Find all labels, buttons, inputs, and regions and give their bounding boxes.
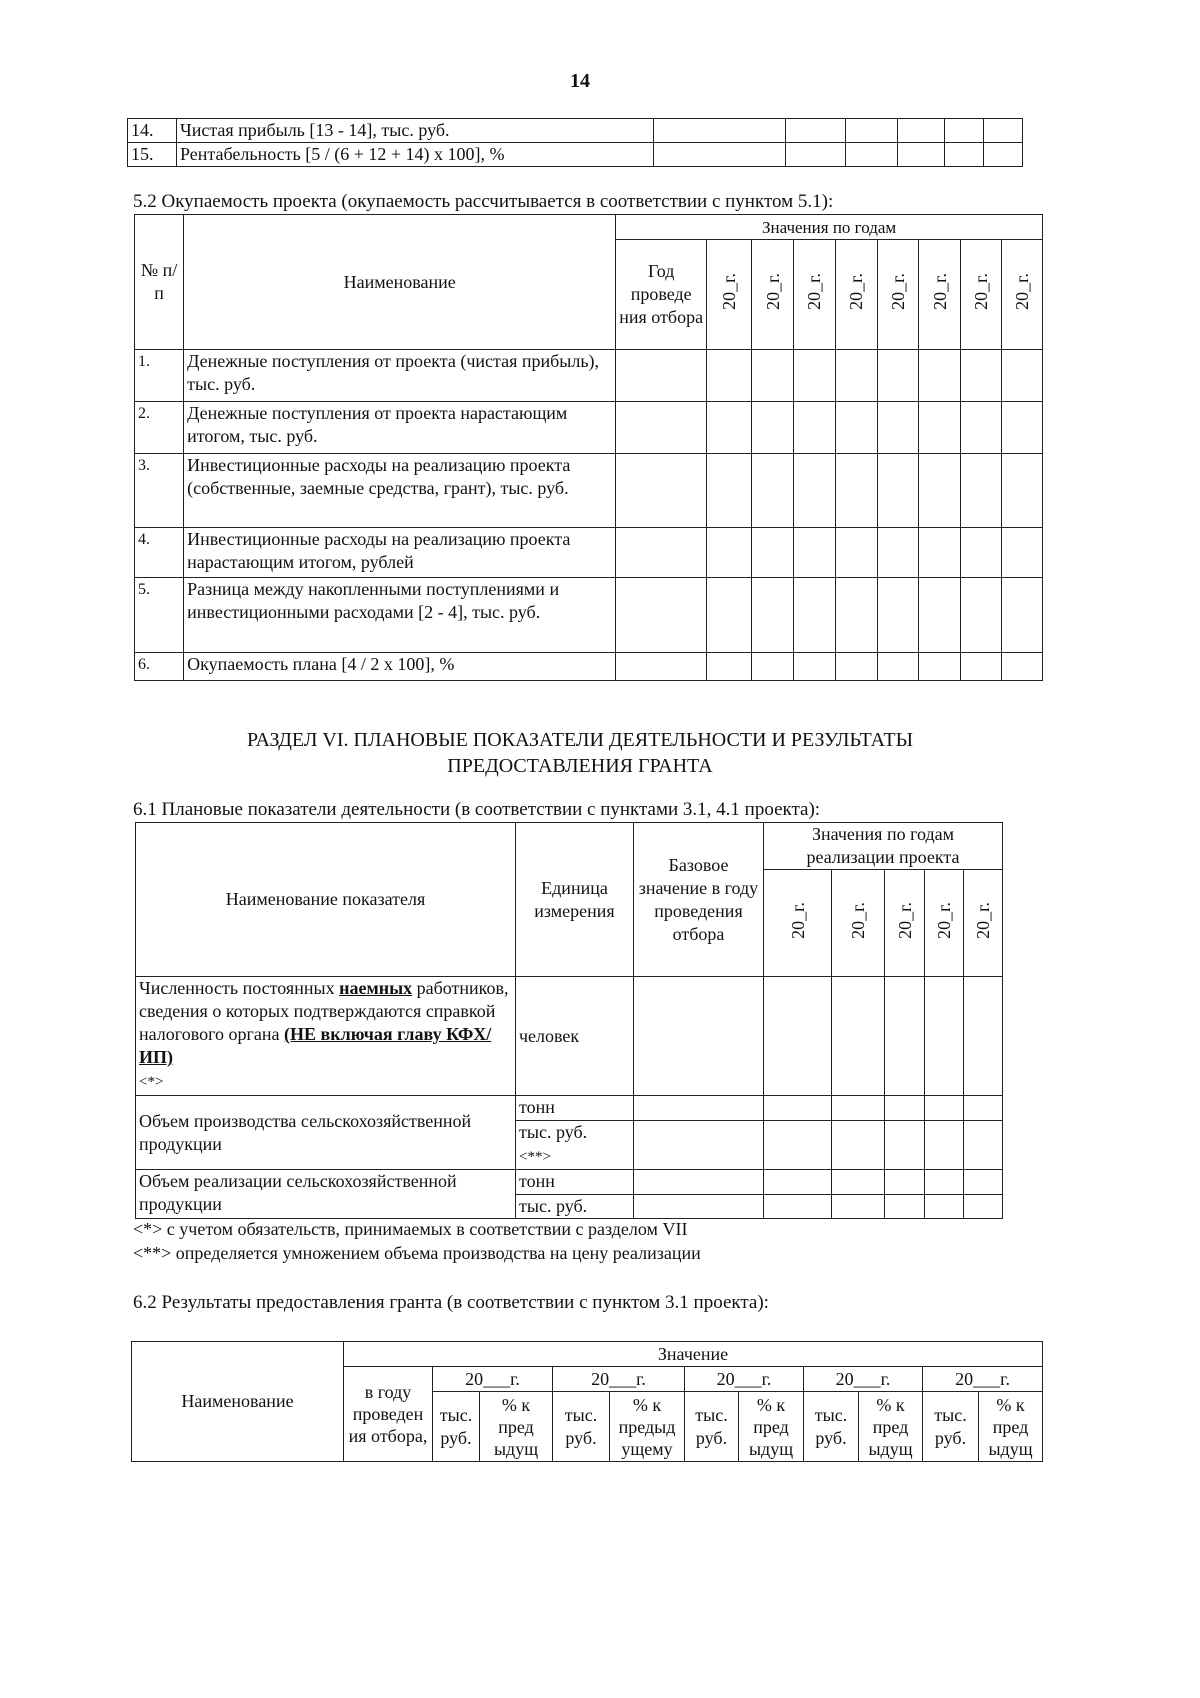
header-name: Наименование [132, 1342, 344, 1462]
year-header: 20_г. [894, 901, 915, 939]
table-row: 1. Денежные поступления от проекта (чистая прибыль), тыс. руб. [135, 350, 1043, 402]
year-header: 20_г. [934, 901, 954, 939]
header-values: Значения по годам [616, 215, 1043, 240]
year-header: 20_г. [787, 901, 808, 939]
table-row: тыс. руб. [136, 1195, 1003, 1219]
section-title: РАЗДЕЛ VI. ПЛАНОВЫЕ ПОКАЗАТЕЛИ ДЕЯТЕЛЬНОСТИ И РЕЗУЛЬТАТЫ ПРЕДОСТАВЛЕНИЯ ГРАНТА [246, 729, 914, 777]
table-row: 2. Денежные поступления от проекта нарастающим итогом, тыс. руб. [135, 402, 1043, 454]
table-row: тыс. руб. <**> [136, 1121, 1003, 1170]
year-header: 20_г. [971, 273, 992, 310]
header-selection-year: в году проведен ия отбора, [344, 1367, 433, 1462]
table-row: Объем производства сельскохозяйственной продукции тонн [136, 1096, 1003, 1121]
table-row: 6. Окупаемость плана [4 / 2 x 100], % [135, 653, 1043, 681]
table-row: 3. Инвестиционные расходы на реализацию проекта (собственные, заемные средства, грант), тыс. руб. [135, 454, 1043, 528]
table-row: Численность постоянных наемных работников, сведения о которых подтверждаются справкой налогового органа (НЕ включая главу КФХ/ИП) <*> человек [136, 977, 1003, 1096]
year-header: 20_г. [929, 273, 950, 310]
year-header: 20___г. [804, 1367, 923, 1392]
header-name: Наименование [184, 215, 616, 350]
table-5-1-continued [127, 118, 1023, 167]
year-header: 20_г. [846, 273, 867, 310]
table-5-2 [134, 214, 1043, 681]
caption-5-2: 5.2 Окупаемость проекта (окупаемость рассчитывается в соответствии с пунктом 5.1): [133, 191, 834, 212]
year-header: 20_г. [848, 901, 868, 939]
year-header: 20_г. [762, 273, 783, 310]
header-num: № п/п [135, 215, 184, 350]
table-6-2: Наименование Значение в году проведен ия отбора, 20___г. 20___г. 20___г. 20___г. 20___г. тыс. руб. % к пред ыдущ тыс. руб. % к предыд ущему тыс. руб. % к пред ыдущ тыс. руб. % к пред ыдущ тыс. руб. % к пред ыдущ [131, 1341, 1043, 1462]
footnote: <**> определяется умножением объема производства на цену реализации [133, 1243, 701, 1263]
table-row: 14. Чистая прибыль [13 - 14], тыс. руб. [128, 119, 1023, 143]
header-values: Значения по годам реализации проекта [764, 823, 1003, 870]
caption-6-1: 6.1 Плановые показатели деятельности (в соответствии с пунктами 3.1, 4.1 проекта): [133, 799, 821, 820]
year-header: 20___г. [553, 1367, 685, 1392]
year-header: 20_г. [973, 901, 993, 939]
header-value: Значение [344, 1342, 1043, 1367]
header-base: Базовое значение в году проведения отбора [634, 823, 764, 977]
table-row: Объем реализации сельскохозяйственной продукции тонн [136, 1170, 1003, 1195]
year-header: 20_г. [1012, 273, 1033, 310]
table-row: 15. Рентабельность [5 / (6 + 12 + 14) x 100], % [128, 143, 1023, 167]
year-header: 20_г. [719, 273, 740, 310]
page-number: 14 [570, 70, 590, 92]
year-header: 20___г. [923, 1367, 1043, 1392]
table-row: 4. Инвестиционные расходы на реализацию проекта нарастающим итогом, рублей [135, 528, 1043, 578]
table-row: 5. Разница между накопленными поступлениями и инвестиционными расходами [2 - 4], тыс. руб. [135, 578, 1043, 653]
footnote: <*> с учетом обязательств, принимаемых в соответствии с разделом VII [133, 1219, 688, 1239]
header-unit: Единица измерения [516, 823, 634, 977]
year-header: 20_г. [888, 273, 909, 310]
year-header: 20_г. [804, 273, 825, 310]
caption-6-2: 6.2 Результаты предоставления гранта (в соответствии с пунктом 3.1 проекта): [133, 1292, 769, 1313]
year-header: 20___г. [685, 1367, 804, 1392]
header-selection-year: Год проведе ния отбора [616, 240, 707, 350]
year-header: 20___г. [433, 1367, 553, 1392]
table-6-1 [135, 822, 1003, 1219]
header-indicator: Наименование показателя [136, 823, 516, 977]
